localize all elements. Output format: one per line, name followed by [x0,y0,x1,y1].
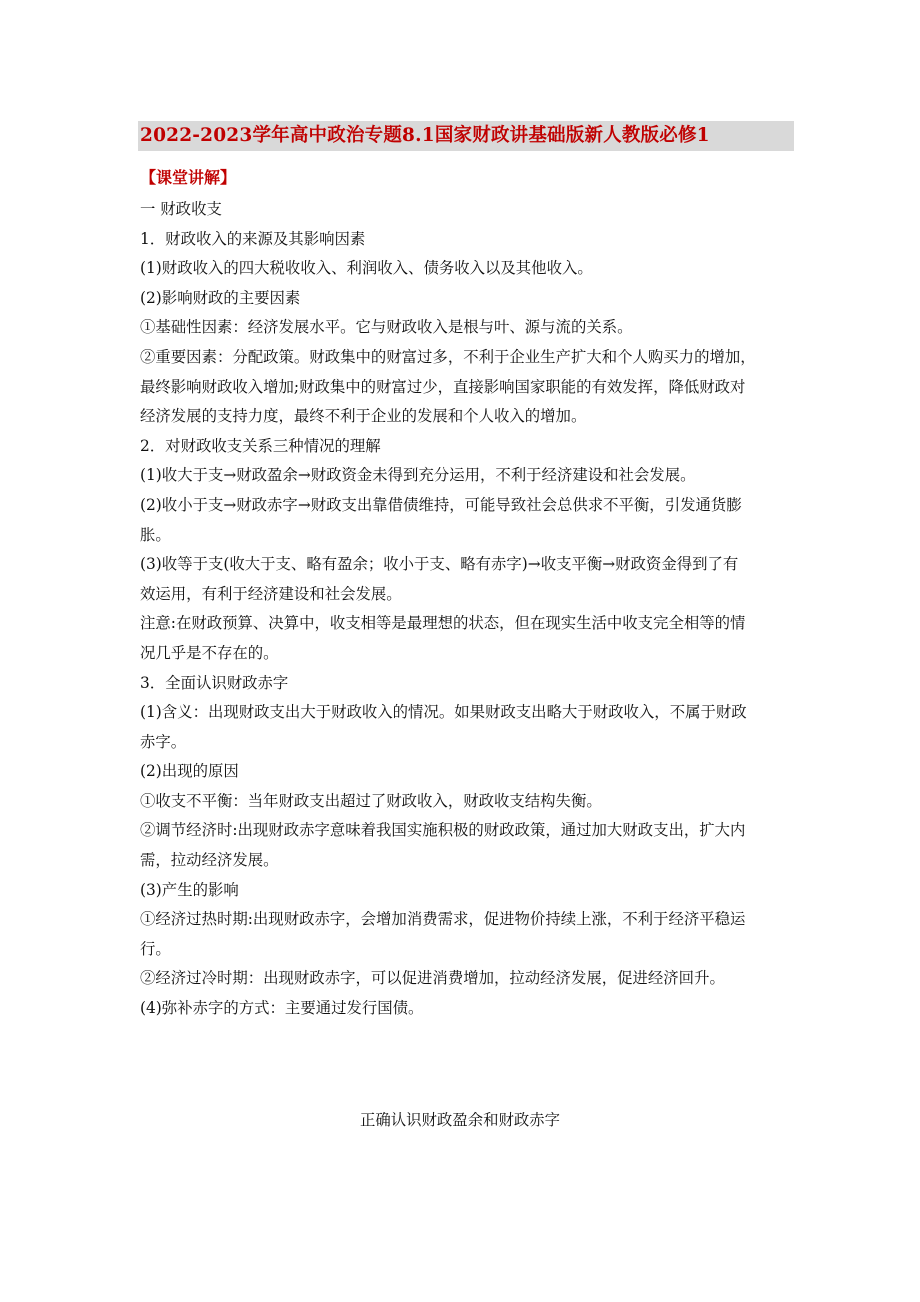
text-line: 赤字。 [140,732,187,751]
text-line: 行。 [140,939,171,958]
text-line: 经济发展的支持力度，最终不利于企业的发展和个人收入的增加。 [140,407,587,426]
text-line: 效运用，有利于经济建设和社会发展。 [140,584,402,603]
figure-heading: 正确认识财政盈余和财政赤字 [359,1111,561,1129]
text-line: (3)产生的影响 [140,880,239,899]
text-line: 最终影响财政收入增加;财政集中的财富过少，直接影响国家职能的有效发挥，降低财政对 [140,377,746,396]
text-line: (3)收等于支(收大于支、略有盈余；收小于支、略有赤字)→收支平衡→财政资金得到了有 [140,555,739,574]
text-line: (2)出现的原因 [140,762,239,781]
text-line: (1)财政收入的四大税收收入、利润收入、债务收入以及其他收入。 [140,259,593,278]
text-line: (2)影响财政的主要因素 [140,288,301,307]
text-line: 2．对财政收支关系三种情况的理解 [140,436,381,455]
text-line: ①收支不平衡：当年财政支出超过了财政收入，财政收支结构失衡。 [140,791,602,810]
text-line: ①经济过热时期:出现财政赤字，会增加消费需求，促进物价持续上涨，不利于经济平稳运 [140,910,746,929]
text-line: ②调节经济时:出现财政赤字意味着我国实施积极的财政政策，通过加大财政支出，扩大内 [140,821,746,840]
text-line: 注意:在财政预算、决算中，收支相等是最理想的状态，但在现实生活中收支完全相等的情 [140,614,746,633]
text-line: (1)收大于支→财政盈余→财政资金未得到充分运用，不利于经济建设和社会发展。 [140,466,696,485]
text-line: ②经济过冷时期：出现财政赤字，可以促进消费增加，拉动经济发展，促进经济回升。 [140,969,725,988]
text-line: (2)收小于支→财政赤字→财政支出靠借债维持，可能导致社会总供求不平衡，引发通货膨 [140,495,742,514]
document-title: 2022-2023学年高中政治专题8.1国家财政讲基础版新人教版必修1 [140,125,710,146]
text-line: 一 财政收支 [140,200,222,218]
text-line: 3．全面认识财政赤字 [140,673,289,692]
text-line: (4)弥补赤字的方式：主要通过发行国债。 [140,999,424,1018]
text-line: 胀。 [140,525,171,544]
text-line: 1．财政收入的来源及其影响因素 [140,229,366,248]
text-line: 需，拉动经济发展。 [140,851,279,870]
text-line: 况几乎是不存在的。 [140,643,279,662]
section-tag: 【课堂讲解】 [140,168,237,187]
text-line: ②重要因素：分配政策。财政集中的财富过多，不利于企业生产扩大和个人购买力的增加， [140,347,756,366]
text-line: (1)含义：出现财政支出大于财政收入的情况。如果财政支出略大于财政收入，不属于财政 [140,703,747,722]
text-line: ①基础性因素：经济发展水平。它与财政收入是根与叶、源与流的关系。 [140,318,633,337]
document-body [140,195,785,1024]
